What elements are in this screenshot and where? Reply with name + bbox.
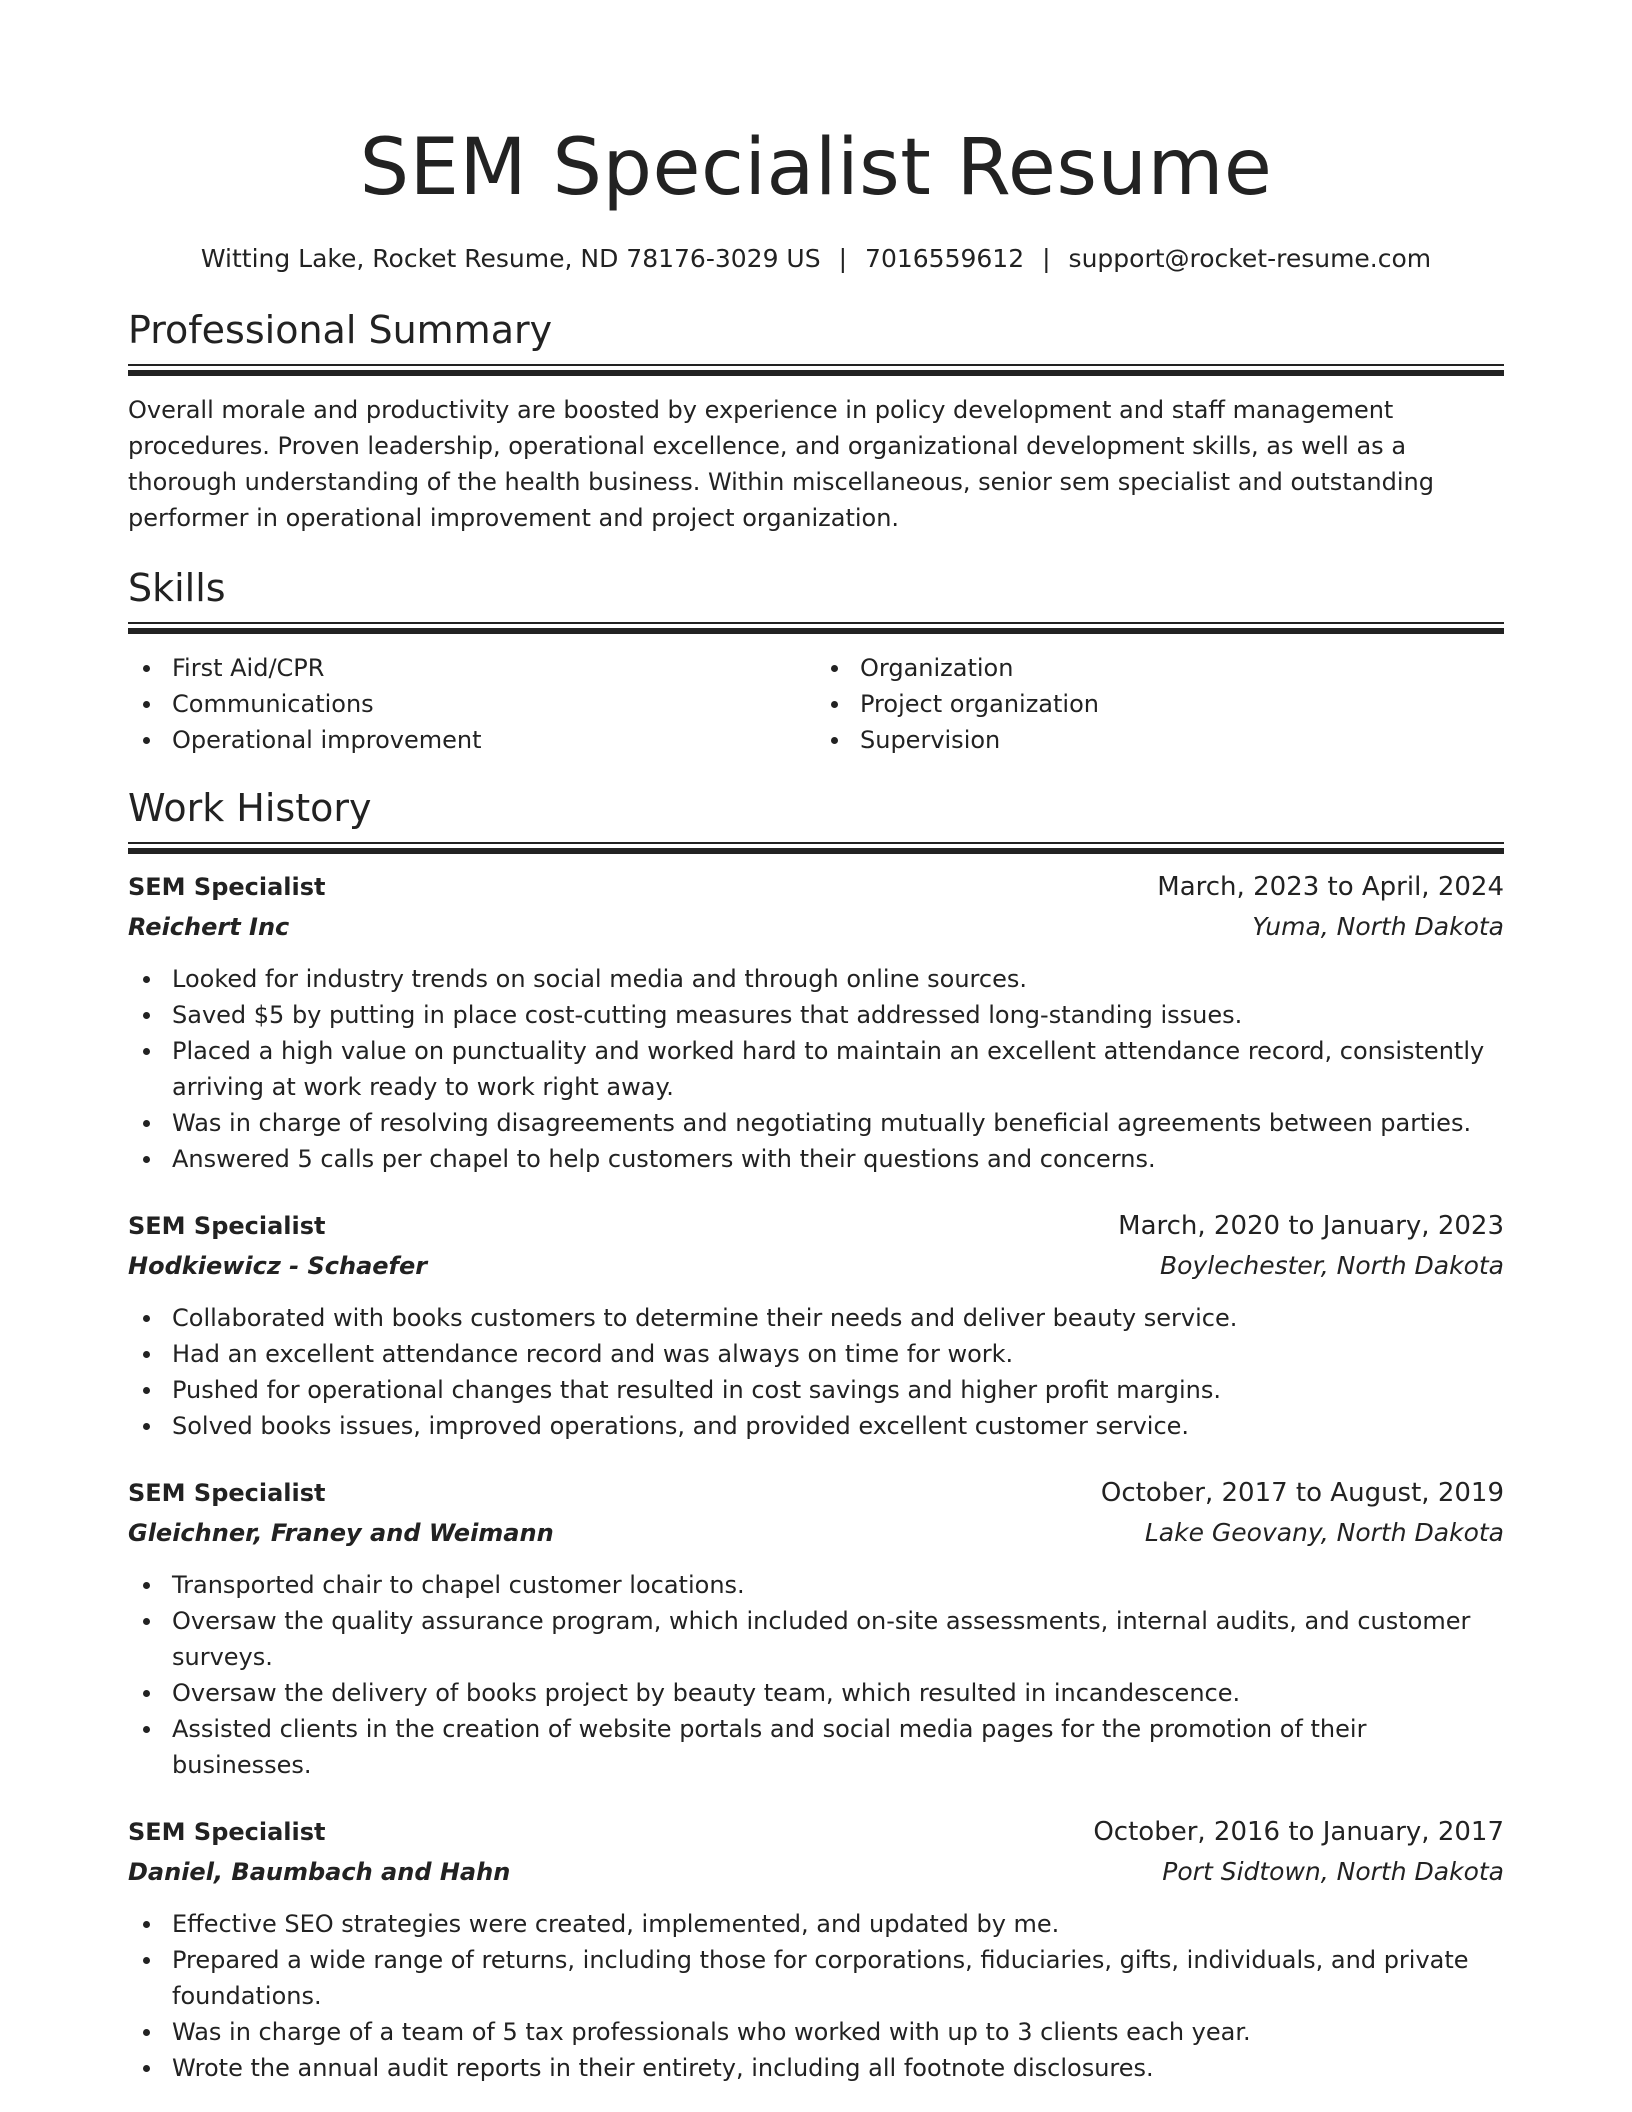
skill-item: Organization xyxy=(860,650,1504,686)
section-divider xyxy=(128,622,1504,634)
job-bullets xyxy=(128,961,1504,1177)
section-divider xyxy=(128,364,1504,376)
section-heading-skills: Skills xyxy=(128,566,226,610)
job-company: Daniel, Baumbach and Hahn xyxy=(128,1858,511,1886)
job-company: Reichert Inc xyxy=(128,913,290,941)
job-title: SEM Specialist xyxy=(128,1818,326,1846)
job-header-row xyxy=(128,1474,1504,1513)
job-bullet: Prepared a wide range of returns, including those for corporations, fiduciaries, gifts, individuals, and private foundations. xyxy=(172,1942,1504,2014)
job-bullet: Placed a high value on punctuality and worked hard to maintain an excellent attendance record, consistently arriving at work ready to work right away. xyxy=(172,1033,1504,1105)
contact-separator: | xyxy=(1042,244,1051,273)
job-bullet: Oversaw the delivery of books project by beauty team, which resulted in incandescence. xyxy=(172,1675,1504,1711)
skill-item: Supervision xyxy=(860,722,1504,758)
job-bullet: Wrote the annual audit reports in their entirety, including all footnote disclosures. xyxy=(172,2050,1504,2086)
job-bullet: Oversaw the quality assurance program, which included on-site assessments, internal audits, and customer surveys. xyxy=(172,1603,1504,1675)
contact-email: support@rocket-resume.com xyxy=(1068,244,1432,273)
job-header-row xyxy=(128,868,1504,907)
job-dates: March, 2020 to January, 2023 xyxy=(1118,1211,1504,1241)
job-location: Boylechester, North Dakota xyxy=(1160,1251,1504,1280)
contact-separator: | xyxy=(838,244,848,273)
job-bullets xyxy=(128,1567,1504,1783)
contact-address: Witting Lake, Rocket Resume, ND 78176-3029 US xyxy=(200,244,821,273)
job-bullet: Saved $5 by putting in place cost-cutting measures that addressed long-standing issues. xyxy=(172,997,1504,1033)
job-bullet: Pushed for operational changes that resulted in cost savings and higher profit margins. xyxy=(172,1372,1504,1408)
skills-column-right xyxy=(816,650,1504,758)
job-bullet: Was in charge of resolving disagreements and negotiating mutually beneficial agreements between parties. xyxy=(172,1105,1504,1141)
work-section xyxy=(128,784,1504,2086)
skill-item: Project organization xyxy=(860,686,1504,722)
job-entry xyxy=(128,868,1504,1177)
job-bullets xyxy=(128,1906,1504,2086)
skills-grid xyxy=(128,650,1504,758)
job-dates: October, 2016 to January, 2017 xyxy=(1093,1817,1504,1847)
job-bullets xyxy=(128,1300,1504,1444)
job-bullet: Had an excellent attendance record and was always on time for work. xyxy=(172,1336,1504,1372)
job-dates: March, 2023 to April, 2024 xyxy=(1157,872,1504,902)
summary-section xyxy=(128,306,1504,536)
job-company-row xyxy=(128,907,1504,947)
job-company: Hodkiewicz - Schaefer xyxy=(128,1252,428,1280)
job-title: SEM Specialist xyxy=(128,873,326,901)
job-title: SEM Specialist xyxy=(128,1479,326,1507)
section-heading-work: Work History xyxy=(128,786,372,830)
job-location: Yuma, North Dakota xyxy=(1252,912,1504,941)
job-bullet: Was in charge of a team of 5 tax professionals who worked with up to 3 clients each year. xyxy=(172,2014,1504,2050)
job-bullet: Effective SEO strategies were created, implemented, and updated by me. xyxy=(172,1906,1504,1942)
job-header-row xyxy=(128,1813,1504,1852)
skills-list-left xyxy=(128,650,816,758)
resume-title: SEM Specialist Resume xyxy=(359,123,1273,213)
job-bullet: Assisted clients in the creation of website portals and social media pages for the promotion of their businesses. xyxy=(172,1711,1504,1783)
contact-phone: 7016559612 xyxy=(865,244,1025,273)
skill-item: Communications xyxy=(172,686,816,722)
job-location: Port Sidtown, North Dakota xyxy=(1162,1857,1504,1886)
job-bullet: Transported chair to chapel customer locations. xyxy=(172,1567,1504,1603)
job-header-row xyxy=(128,1207,1504,1246)
summary-text: Overall morale and productivity are boosted by experience in policy development and staff management procedures. Proven leadership, operational excellence, and organizational development skills, as well as a thorough understanding of the health business. Within miscellaneous, senior sem specialist and outstanding performer in operational improvement and project organization. xyxy=(128,396,1434,532)
job-location: Lake Geovany, North Dakota xyxy=(1144,1518,1504,1547)
job-dates: October, 2017 to August, 2019 xyxy=(1100,1478,1504,1508)
job-company-row xyxy=(128,1852,1504,1892)
job-bullet: Answered 5 calls per chapel to help customers with their questions and concerns. xyxy=(172,1141,1504,1177)
contact-line xyxy=(128,242,1504,276)
skills-section xyxy=(128,564,1504,758)
skill-item: Operational improvement xyxy=(172,722,816,758)
job-company-row xyxy=(128,1246,1504,1286)
skill-item: First Aid/CPR xyxy=(172,650,816,686)
skills-column-left xyxy=(128,650,816,758)
job-entry xyxy=(128,1813,1504,2086)
job-title: SEM Specialist xyxy=(128,1212,326,1240)
job-company-row xyxy=(128,1513,1504,1553)
section-heading-summary: Professional Summary xyxy=(128,308,553,352)
job-company: Gleichner, Franey and Weimann xyxy=(128,1519,554,1547)
job-entry xyxy=(128,1474,1504,1783)
skills-list-right xyxy=(816,650,1504,758)
section-divider xyxy=(128,842,1504,854)
job-entry xyxy=(128,1207,1504,1444)
job-bullet: Solved books issues, improved operations, and provided excellent customer service. xyxy=(172,1408,1504,1444)
job-bullet: Looked for industry trends on social media and through online sources. xyxy=(172,961,1504,997)
job-bullet: Collaborated with books customers to determine their needs and deliver beauty service. xyxy=(172,1300,1504,1336)
